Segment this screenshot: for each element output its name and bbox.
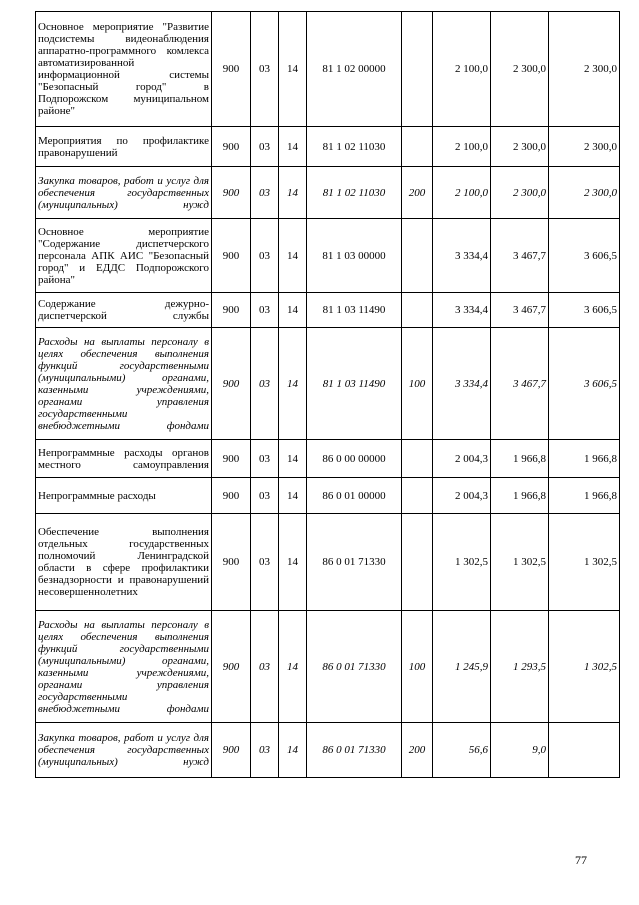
row-expense-type (402, 478, 433, 514)
table-row (36, 611, 620, 723)
row-year1: 3 334,4 (433, 293, 491, 328)
row-grbs: 900 (212, 219, 251, 293)
row-section: 03 (251, 167, 279, 219)
row-year3: 3 606,5 (549, 219, 620, 293)
row-grbs: 900 (212, 293, 251, 328)
row-grbs: 900 (212, 514, 251, 611)
row-year2: 9,0 (491, 723, 549, 778)
table-row (36, 127, 620, 167)
row-year1: 2 100,0 (433, 167, 491, 219)
table-row (36, 219, 620, 293)
row-year3: 1 302,5 (549, 514, 620, 611)
row-year2: 1 302,5 (491, 514, 549, 611)
row-section: 03 (251, 611, 279, 723)
row-expense-type (402, 127, 433, 167)
row-target-article: 81 1 03 11490 (307, 328, 402, 440)
row-year3: 2 300,0 (549, 127, 620, 167)
table-row (36, 440, 620, 478)
row-target-article: 86 0 01 71330 (307, 611, 402, 723)
row-subsection: 14 (279, 478, 307, 514)
row-year2: 3 467,7 (491, 328, 549, 440)
row-expense-type: 100 (402, 328, 433, 440)
row-year2: 1 966,8 (491, 478, 549, 514)
row-subsection: 14 (279, 440, 307, 478)
row-name: Непрограммные расходы (36, 478, 212, 514)
row-year1: 2 004,3 (433, 440, 491, 478)
row-section: 03 (251, 723, 279, 778)
row-grbs: 900 (212, 12, 251, 127)
row-name: Расходы на выплаты персоналу в целях обеспечения выполнения функций государственными (муниципальными) органами, казенными учреждениями, органами управления государственными внебюджетными фондами (36, 328, 212, 440)
row-expense-type (402, 12, 433, 127)
row-grbs: 900 (212, 611, 251, 723)
row-subsection: 14 (279, 514, 307, 611)
row-subsection: 14 (279, 293, 307, 328)
row-grbs: 900 (212, 723, 251, 778)
row-year2: 1 293,5 (491, 611, 549, 723)
row-target-article: 81 1 02 00000 (307, 12, 402, 127)
row-section: 03 (251, 127, 279, 167)
row-year1: 2 100,0 (433, 127, 491, 167)
table-row (36, 12, 620, 127)
row-section: 03 (251, 514, 279, 611)
page-number: 77 (575, 853, 587, 867)
row-expense-type: 100 (402, 611, 433, 723)
row-subsection: 14 (279, 723, 307, 778)
row-target-article: 86 0 01 71330 (307, 514, 402, 611)
row-subsection: 14 (279, 127, 307, 167)
row-target-article: 81 1 02 11030 (307, 167, 402, 219)
row-year2: 3 467,7 (491, 293, 549, 328)
row-name: Закупка товаров, работ и услуг для обеспечения государственных (муниципальных) нужд (36, 167, 212, 219)
row-year2: 2 300,0 (491, 167, 549, 219)
table-row (36, 514, 620, 611)
row-year2: 3 467,7 (491, 219, 549, 293)
table-row (36, 723, 620, 778)
row-subsection: 14 (279, 328, 307, 440)
row-year3: 1 966,8 (549, 478, 620, 514)
row-section: 03 (251, 440, 279, 478)
row-name: Закупка товаров, работ и услуг для обеспечения государственных (муниципальных) нужд (36, 723, 212, 778)
row-section: 03 (251, 219, 279, 293)
row-name: Основное мероприятие "Развитие подсистемы видеонаблюдения аппаратно-программного комлекса автоматизированной информационной системы "Безопасный город" в Подпорожском муниципальном районе" (36, 12, 212, 127)
row-year3 (549, 723, 620, 778)
table-row (36, 478, 620, 514)
row-year1: 3 334,4 (433, 328, 491, 440)
row-name: Основное мероприятие "Содержание диспетчерского персонала АПК АИС "Безопасный город" и ЕДДС Подпорожского района" (36, 219, 212, 293)
row-year3: 1 302,5 (549, 611, 620, 723)
row-expense-type: 200 (402, 723, 433, 778)
row-name: Содержание дежурно-диспетчерской службы (36, 293, 212, 328)
table-row (36, 328, 620, 440)
table-row (36, 293, 620, 328)
row-year3: 2 300,0 (549, 167, 620, 219)
row-subsection: 14 (279, 219, 307, 293)
row-year1: 2 004,3 (433, 478, 491, 514)
budget-table (35, 11, 620, 778)
row-grbs: 900 (212, 440, 251, 478)
row-name: Мероприятия по профилактике правонарушений (36, 127, 212, 167)
row-target-article: 86 0 01 71330 (307, 723, 402, 778)
row-grbs: 900 (212, 127, 251, 167)
row-target-article: 86 0 01 00000 (307, 478, 402, 514)
row-target-article: 81 1 03 11490 (307, 293, 402, 328)
row-section: 03 (251, 328, 279, 440)
row-year1: 1 302,5 (433, 514, 491, 611)
row-year2: 2 300,0 (491, 127, 549, 167)
row-year3: 3 606,5 (549, 293, 620, 328)
row-year1: 3 334,4 (433, 219, 491, 293)
row-name: Расходы на выплаты персоналу в целях обеспечения выполнения функций государственными (муниципальными) органами, казенными учреждениями, органами управления государственными внебюджетными фондами (36, 611, 212, 723)
row-expense-type: 200 (402, 167, 433, 219)
row-year2: 1 966,8 (491, 440, 549, 478)
row-year3: 1 966,8 (549, 440, 620, 478)
row-year2: 2 300,0 (491, 12, 549, 127)
row-grbs: 900 (212, 328, 251, 440)
row-year3: 3 606,5 (549, 328, 620, 440)
row-target-article: 86 0 00 00000 (307, 440, 402, 478)
row-section: 03 (251, 12, 279, 127)
row-year1: 1 245,9 (433, 611, 491, 723)
row-name: Обеспечение выполнения отдельных государственных полномочий Ленинградской области в сфере профилактики безнадзорности и правонарушений несовершеннолетних (36, 514, 212, 611)
row-subsection: 14 (279, 167, 307, 219)
row-year3: 2 300,0 (549, 12, 620, 127)
row-subsection: 14 (279, 611, 307, 723)
row-section: 03 (251, 478, 279, 514)
row-subsection: 14 (279, 12, 307, 127)
table-row (36, 167, 620, 219)
row-year1: 56,6 (433, 723, 491, 778)
row-name: Непрограммные расходы органов местного самоуправления (36, 440, 212, 478)
row-year1: 2 100,0 (433, 12, 491, 127)
row-target-article: 81 1 03 00000 (307, 219, 402, 293)
row-expense-type (402, 440, 433, 478)
row-grbs: 900 (212, 167, 251, 219)
row-expense-type (402, 293, 433, 328)
row-expense-type (402, 514, 433, 611)
row-section: 03 (251, 293, 279, 328)
row-grbs: 900 (212, 478, 251, 514)
row-target-article: 81 1 02 11030 (307, 127, 402, 167)
row-expense-type (402, 219, 433, 293)
